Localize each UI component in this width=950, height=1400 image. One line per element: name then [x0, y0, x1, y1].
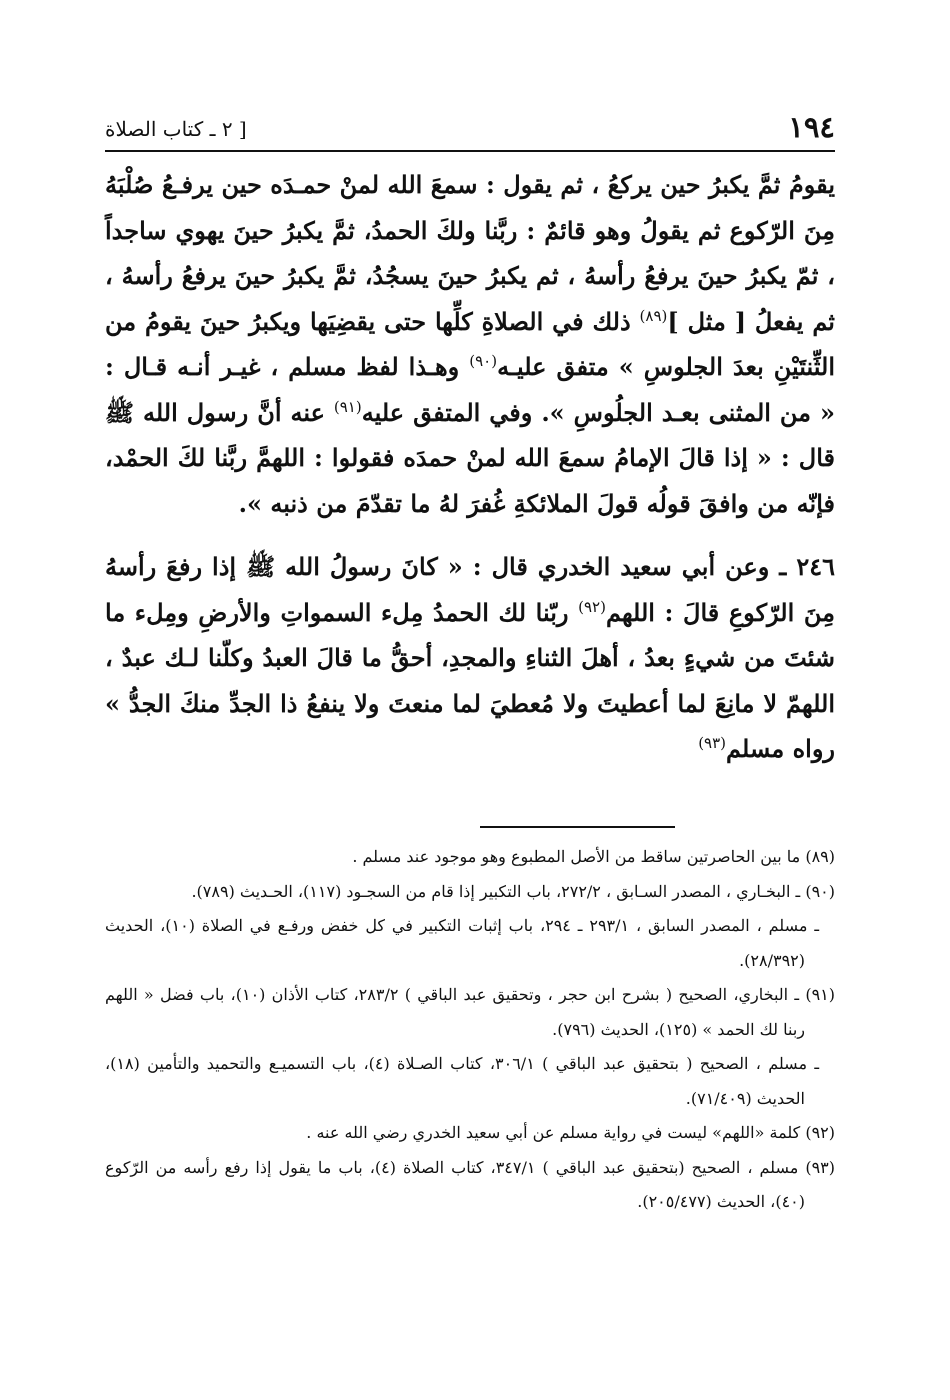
- footnote-ref: (٩١): [333, 397, 362, 416]
- text-run: ربّنا لك الحمدُ مِلء السمواتِ والأرضِ ومِلء ما شئتَ من شيءٍ بعدُ ، أهلَ الثناءِ والمجدِ، أحقُّ ما قالَ العبدُ وكلّنا لـك عبدٌ ، اللهمّ لا مانِعَ لما أعطيتَ ولا مُعطيَ لما منعتَ ولا ينفعُ ذا الجدِّ منكَ الجدُّ » رواه مسلم: [105, 597, 835, 763]
- footnote-91-continued: ـ مسلم ، الصحيح ( بتحقيق عبد الباقي ) ٣٠٦/١، كتاب الصـلاة (٤)، باب التسميـع والتحميد والتأمين (١٨)، الحديث (٧١/٤٠٩).: [105, 1054, 820, 1108]
- main-text: [105, 162, 835, 772]
- text-run: ذلك في الصلاةِ كلِّها حتى يقضِيَها ويكبرُ حينَ يقومُ من الثِّنتَيْنِ بعدَ الجلوسِ » متفق عليـه: [105, 306, 836, 381]
- footnote-ref: (٩٣): [698, 734, 727, 752]
- hadith-paragraph-1: [105, 162, 835, 526]
- text-run: عنه أنَّ رسول الله ﷺ قال : « إذا قالَ الإمامُ سمعَ الله لمنْ حمدَه فقولوا : اللهمَّ ربَّنا لكَ الحمْد، فإنّه من وافقَ قولُه قولَ الملائكةِ غُفرَ لهُ ما تقدّمَ من ذنبه ».: [105, 397, 835, 518]
- footnote-91: (٩١) ـ البخاري، الصحيح ( بشرح ابن حجر ، وتحقيق عبد الباقي ) ٢٨٣/٢، كتاب الأذان (١٠)، باب فضل « اللهم ربنا لك الحمد » (١٢٥)، الحديث (٧٩٦).: [105, 985, 835, 1039]
- page-header: [105, 104, 835, 144]
- footnote-ref: (٩٢): [578, 597, 606, 616]
- footnote-rule: [480, 826, 675, 828]
- footnote-89: (٨٩) ما بين الحاصرتين ساقط من الأصل المطبوع وهو موجود عند مسلم .: [352, 847, 835, 866]
- text-run: ٢٤٦ ـ وعن أبي سعيد الخدري قال : « كانَ رسولُ الله ﷺ إذا رفعَ رأسهُ مِنَ الرّكوعِ قالَ : اللهم: [105, 552, 835, 627]
- header-rule: [105, 150, 835, 152]
- footnote-ref: (٩٠): [469, 352, 498, 370]
- hadith-paragraph-2: [105, 544, 835, 772]
- page-number: ١٩٤: [788, 110, 835, 144]
- footnotes: [105, 840, 835, 1220]
- text-run: يقومُ ثمَّ يكبرُ حين يركعُ ، ثم يقول : سمعَ الله لمنْ حمـدَه حين يرفـعُ صُلْبَهُ مِنَ الرّكوع ثم يقولُ وهو قائمٌ : ربَّنا ولكَ الحمدُ، ثمَّ يكبرُ حينَ يهوي ساجداً ، ثمّ يكبرُ حينَ يرفعُ رأسهُ ، ثم يكبرُ حينَ يسجُدُ، ثمَّ يكبرُ حينَ يرفعُ رأسهُ ، ثم يفعلُ [ مثل ]: [105, 170, 835, 336]
- footnote-92: (٩٢) كلمة «اللهم» ليست في رواية مسلم عن أبي سعيد الخدري رضي الله عنه .: [306, 1123, 835, 1142]
- running-title: [ ٢ ـ كتاب الصلاة: [105, 117, 247, 141]
- footnote-ref: (٨٩): [639, 306, 668, 325]
- text-run: وهـذا لفظ مسلم ، غيـر أنـه قـال : « من المثنى بعـد الجلُوسِ ». وفي المتفق عليه: [105, 352, 835, 427]
- footnote-93: (٩٣) مسلم ، الصحيح (بتحقيق عبد الباقي ) ٣٤٧/١، كتاب الصلاة (٤)، باب ما يقول إذا رفع رأسه من الرّكوع (٤٠)، الحديث (٢٠٥/٤٧٧).: [105, 1157, 836, 1211]
- footnote-90-continued: ـ مسلم ، المصدر السابق ، ٢٩٣/١ ـ ٢٩٤، باب إثبات التكبير في كل خفض ورفـع في الصلاة (١٠)، الحديث (٢٨/٣٩٢).: [105, 916, 820, 970]
- footnote-90: (٩٠) ـ البخـاري ، المصدر السـابق ، ٢٧٢/٢، باب التكبير إذا قام من السجـود (١١٧)، الحـديث (٧٨٩).: [191, 881, 835, 901]
